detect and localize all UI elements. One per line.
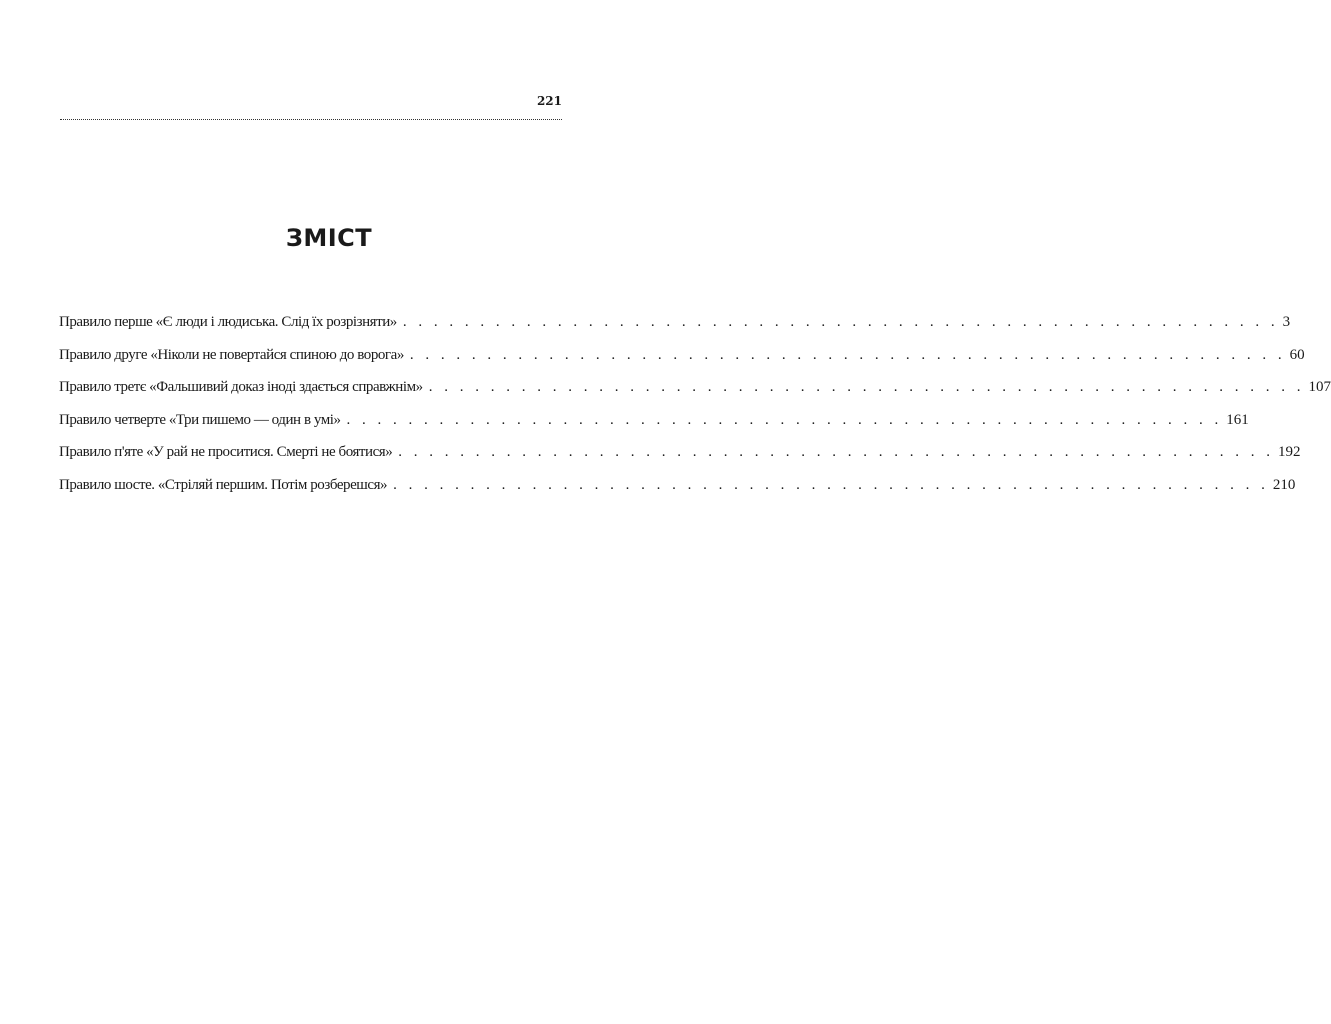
toc-entry-title: Правило шосте. «Стріляй першим. Потім розберешся» bbox=[59, 476, 388, 493]
toc-entry-page: 3 bbox=[1282, 314, 1291, 330]
toc-entry-page: 210 bbox=[1272, 476, 1296, 493]
toc-dot-leader: . . . . . . . . . . . . . . . . . . . . . . . . . . . . . . . . . . . . . . . . . . . . . . . . . . . . . . . . . bbox=[402, 314, 1279, 330]
toc-list bbox=[59, 312, 1331, 507]
page-number: 221 bbox=[536, 94, 562, 108]
toc-entry[interactable] bbox=[59, 475, 1296, 508]
running-header bbox=[60, 93, 562, 120]
toc-dot-leader: . . . . . . . . . . . . . . . . . . . . . . . . . . . . . . . . . . . . . . . . . . . . . . . . . . . . . . . . . bbox=[409, 346, 1286, 363]
toc-dot-leader: . . . . . . . . . . . . . . . . . . . . . . . . . . . . . . . . . . . . . . . . . . . . . . . . . . . . . . . . . bbox=[346, 411, 1223, 428]
toc-entry-page: 60 bbox=[1289, 346, 1305, 363]
toc-dot-leader: . . . . . . . . . . . . . . . . . . . . . . . . . . . . . . . . . . . . . . . . . . . . . . . . . . . . . . . . . bbox=[393, 476, 1269, 493]
toc-entry-page: 161 bbox=[1226, 411, 1249, 428]
toc-entry[interactable] bbox=[59, 345, 1305, 378]
toc-dot-leader: . . . . . . . . . . . . . . . . . . . . . . . . . . . . . . . . . . . . . . . . . . . . . . . . . . . . . . . . . bbox=[398, 444, 1275, 460]
toc-entry[interactable] bbox=[59, 377, 1331, 410]
toc-entry-title: Правило четверте «Три пишемо — один в умі» bbox=[59, 411, 341, 428]
toc-entry[interactable] bbox=[59, 410, 1249, 443]
toc-entry[interactable] bbox=[59, 442, 1301, 475]
toc-entry-title: Правило третє «Фальшивий доказ іноді здається справжнім» bbox=[59, 379, 423, 395]
toc-entry[interactable] bbox=[59, 312, 1291, 345]
toc-entry-page: 192 bbox=[1278, 444, 1301, 460]
toc-entry-title: Правило перше «Є люди і людиська. Слід їх розрізняти» bbox=[59, 314, 397, 330]
toc-title: ЗМІСТ bbox=[285, 224, 373, 252]
toc-entry-title: Правило п'яте «У рай не проситися. Смерті не боятися» bbox=[59, 444, 393, 460]
toc-dot-leader: . . . . . . . . . . . . . . . . . . . . . . . . . . . . . . . . . . . . . . . . . . . . . . . . . . . . . . . . . bbox=[428, 379, 1305, 395]
toc-entry-page: 107 bbox=[1308, 379, 1331, 395]
toc-entry-title: Правило друге «Ніколи не повертайся спиною до ворога» bbox=[59, 346, 404, 363]
